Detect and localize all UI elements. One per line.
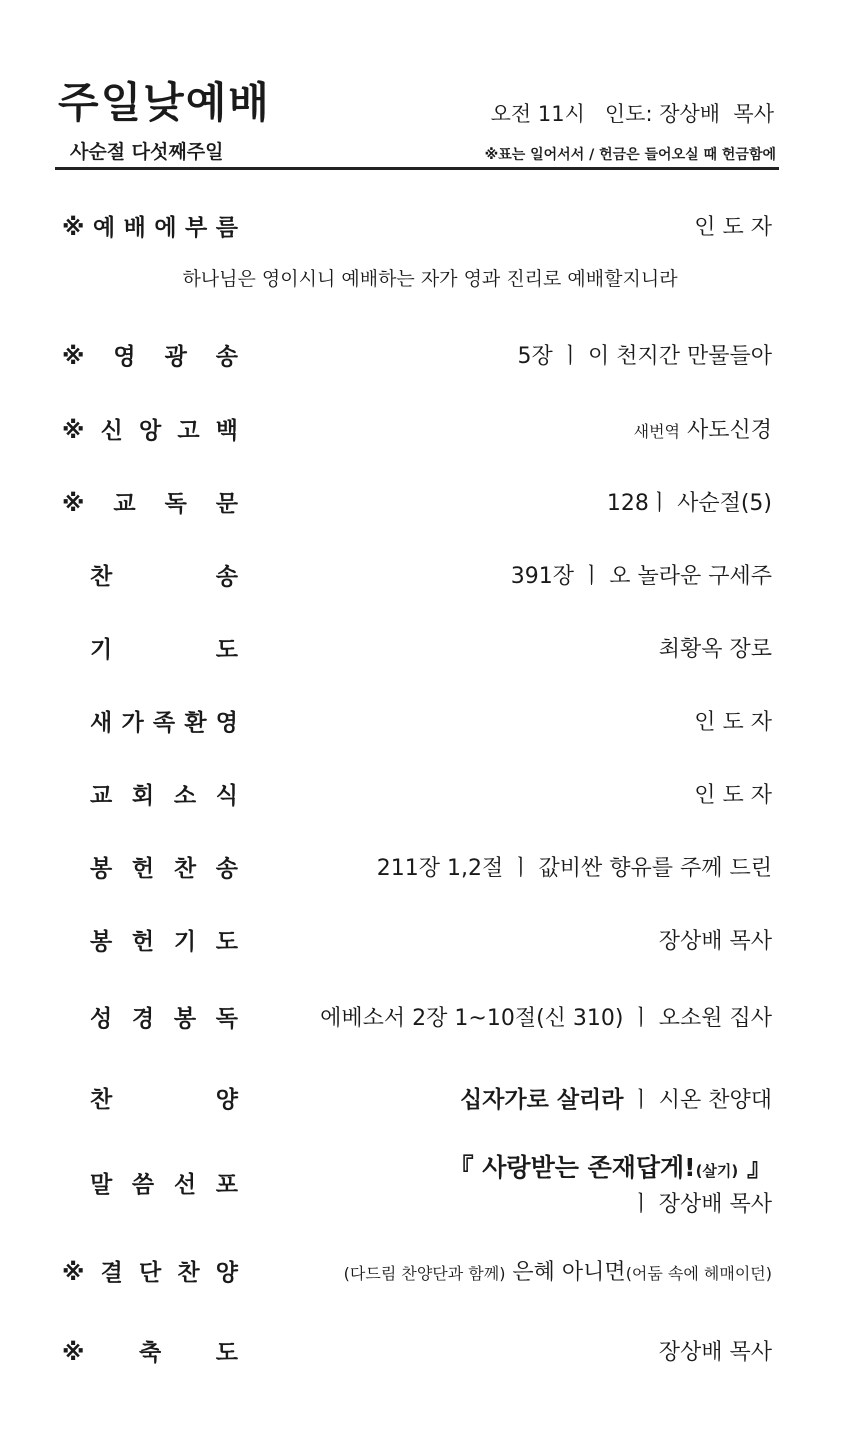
order-label — [62, 213, 238, 243]
service-time-leader: 오전 11시 인도: 장상배 목사 — [490, 102, 774, 126]
label-char: 봉 — [90, 856, 113, 882]
label-char: 독 — [215, 1006, 238, 1032]
label-char: 족 — [152, 710, 176, 736]
label-char: 교 — [90, 783, 113, 809]
page-title: 주일낮예배 — [58, 78, 271, 127]
label-char: 양 — [215, 1260, 238, 1286]
order-label — [90, 1085, 238, 1115]
label-char: 앙 — [138, 418, 162, 444]
anthem-title: 십자가로 살리라 — [459, 1087, 624, 1113]
label-char: 광 — [164, 344, 187, 370]
label-char: 고 — [177, 418, 200, 444]
response-note: (다드림 찬양단과 함께) — [343, 1264, 506, 1283]
label-char: 도 — [215, 929, 238, 955]
order-value: 인 도 자 — [694, 710, 772, 735]
order-label — [90, 927, 238, 957]
order-label — [62, 342, 238, 372]
label-char: 도 — [215, 1340, 238, 1366]
order-label — [62, 416, 238, 446]
order-value: 211장 1,2절 ㅣ 값비싼 향유를 주께 드린 — [376, 856, 772, 881]
label-char: 소 — [173, 783, 197, 809]
order-value: 최황옥 장로 — [658, 637, 772, 662]
response-song-lyric: (어둠 속에 헤매이던) — [625, 1264, 772, 1283]
order-value: 128ㅣ 사순절(5) — [606, 491, 772, 516]
label-char: 헌 — [131, 929, 155, 955]
stand-mark: ※ — [62, 215, 85, 241]
label-char: 송 — [215, 564, 238, 590]
label-char: 선 — [173, 1172, 197, 1198]
order-value: 인 도 자 — [694, 783, 772, 808]
sermon-title-end: 』 — [738, 1153, 772, 1182]
order-label — [90, 1004, 238, 1034]
order-label — [90, 635, 238, 665]
label-char: 름 — [215, 215, 238, 241]
stand-mark: ※ — [62, 418, 85, 444]
label-char: 헌 — [131, 856, 155, 882]
label-char: 송 — [215, 344, 238, 370]
label-char: 회 — [131, 783, 155, 809]
label-char: 백 — [215, 418, 238, 444]
label-char: 양 — [215, 1087, 238, 1113]
sermon-title — [449, 1152, 772, 1187]
order-value: 인 도 자 — [694, 215, 772, 240]
scripture-verse: 하나님은 영이시니 예배하는 자가 영과 진리로 예배할지니라 — [182, 268, 678, 290]
label-char: 영 — [215, 710, 238, 736]
stand-mark: ※ — [62, 491, 85, 517]
stand-mark: ※ — [62, 1260, 85, 1286]
label-char: 예 — [92, 215, 116, 241]
order-label — [90, 708, 238, 738]
label-char: 씀 — [131, 1172, 155, 1198]
label-char: 봉 — [173, 1006, 197, 1032]
label-char: 봉 — [90, 929, 113, 955]
sermon-title-sub: (살기) — [695, 1162, 739, 1180]
order-value — [634, 416, 772, 447]
label-char: 기 — [90, 637, 113, 663]
label-char: 새 — [90, 710, 113, 736]
order-value: 에베소서 2장 1~10절(신 310) ㅣ 오소원 집사 — [320, 1006, 772, 1031]
label-char: 독 — [164, 491, 187, 517]
label-char: 성 — [90, 1006, 113, 1032]
label-char: 포 — [215, 1172, 238, 1198]
label-char: 가 — [121, 710, 144, 736]
order-value — [460, 1085, 772, 1116]
translation-note: 새번역 — [633, 422, 680, 441]
order-value: 5장 ㅣ 이 천지간 만물들아 — [517, 344, 772, 369]
label-char: 찬 — [177, 1260, 200, 1286]
label-char: 신 — [100, 418, 123, 444]
order-label — [90, 854, 238, 884]
sermon-title-main: 『 사랑받는 존재답게! — [448, 1153, 696, 1182]
page-subtitle: 사순절 다섯째주일 — [70, 141, 224, 163]
standing-note: ※표는 일어서서 / 헌금은 들어오실 때 헌금함에 — [484, 147, 776, 163]
order-label — [62, 1338, 238, 1368]
label-char: 찬 — [90, 564, 113, 590]
order-label — [90, 562, 238, 592]
label-char: 배 — [123, 215, 146, 241]
label-char: 식 — [215, 783, 238, 809]
order-label — [90, 1170, 238, 1200]
response-song-title: 은혜 아니면 — [505, 1260, 626, 1285]
label-char: 결 — [100, 1260, 123, 1286]
anthem-choir: ㅣ 시온 찬양대 — [623, 1088, 772, 1113]
order-value: 장상배 목사 — [658, 929, 772, 954]
label-char: 말 — [90, 1172, 113, 1198]
label-char: 환 — [184, 710, 207, 736]
label-char: 기 — [173, 929, 197, 955]
order-value — [344, 1258, 772, 1289]
label-char: 단 — [138, 1260, 162, 1286]
order-value: ㅣ 장상배 목사 — [630, 1192, 772, 1217]
label-char: 도 — [215, 637, 238, 663]
label-char: 부 — [185, 215, 208, 241]
label-char: 송 — [215, 856, 238, 882]
creed-name: 사도신경 — [686, 418, 772, 443]
label-char: 찬 — [173, 856, 197, 882]
order-label — [62, 1258, 238, 1288]
label-char: 교 — [113, 491, 136, 517]
stand-mark: ※ — [62, 1340, 85, 1366]
header-divider — [55, 167, 779, 170]
order-label — [62, 489, 238, 519]
label-char: 문 — [215, 491, 238, 517]
label-char: 에 — [154, 215, 177, 241]
label-char: 경 — [131, 1006, 155, 1032]
label-char: 영 — [113, 344, 136, 370]
stand-mark: ※ — [62, 344, 85, 370]
label-char: 축 — [138, 1340, 162, 1366]
order-value: 391장 ㅣ 오 놀라운 구세주 — [510, 564, 772, 589]
label-char: 찬 — [90, 1087, 113, 1113]
order-value: 장상배 목사 — [658, 1340, 772, 1365]
order-label — [90, 781, 238, 811]
